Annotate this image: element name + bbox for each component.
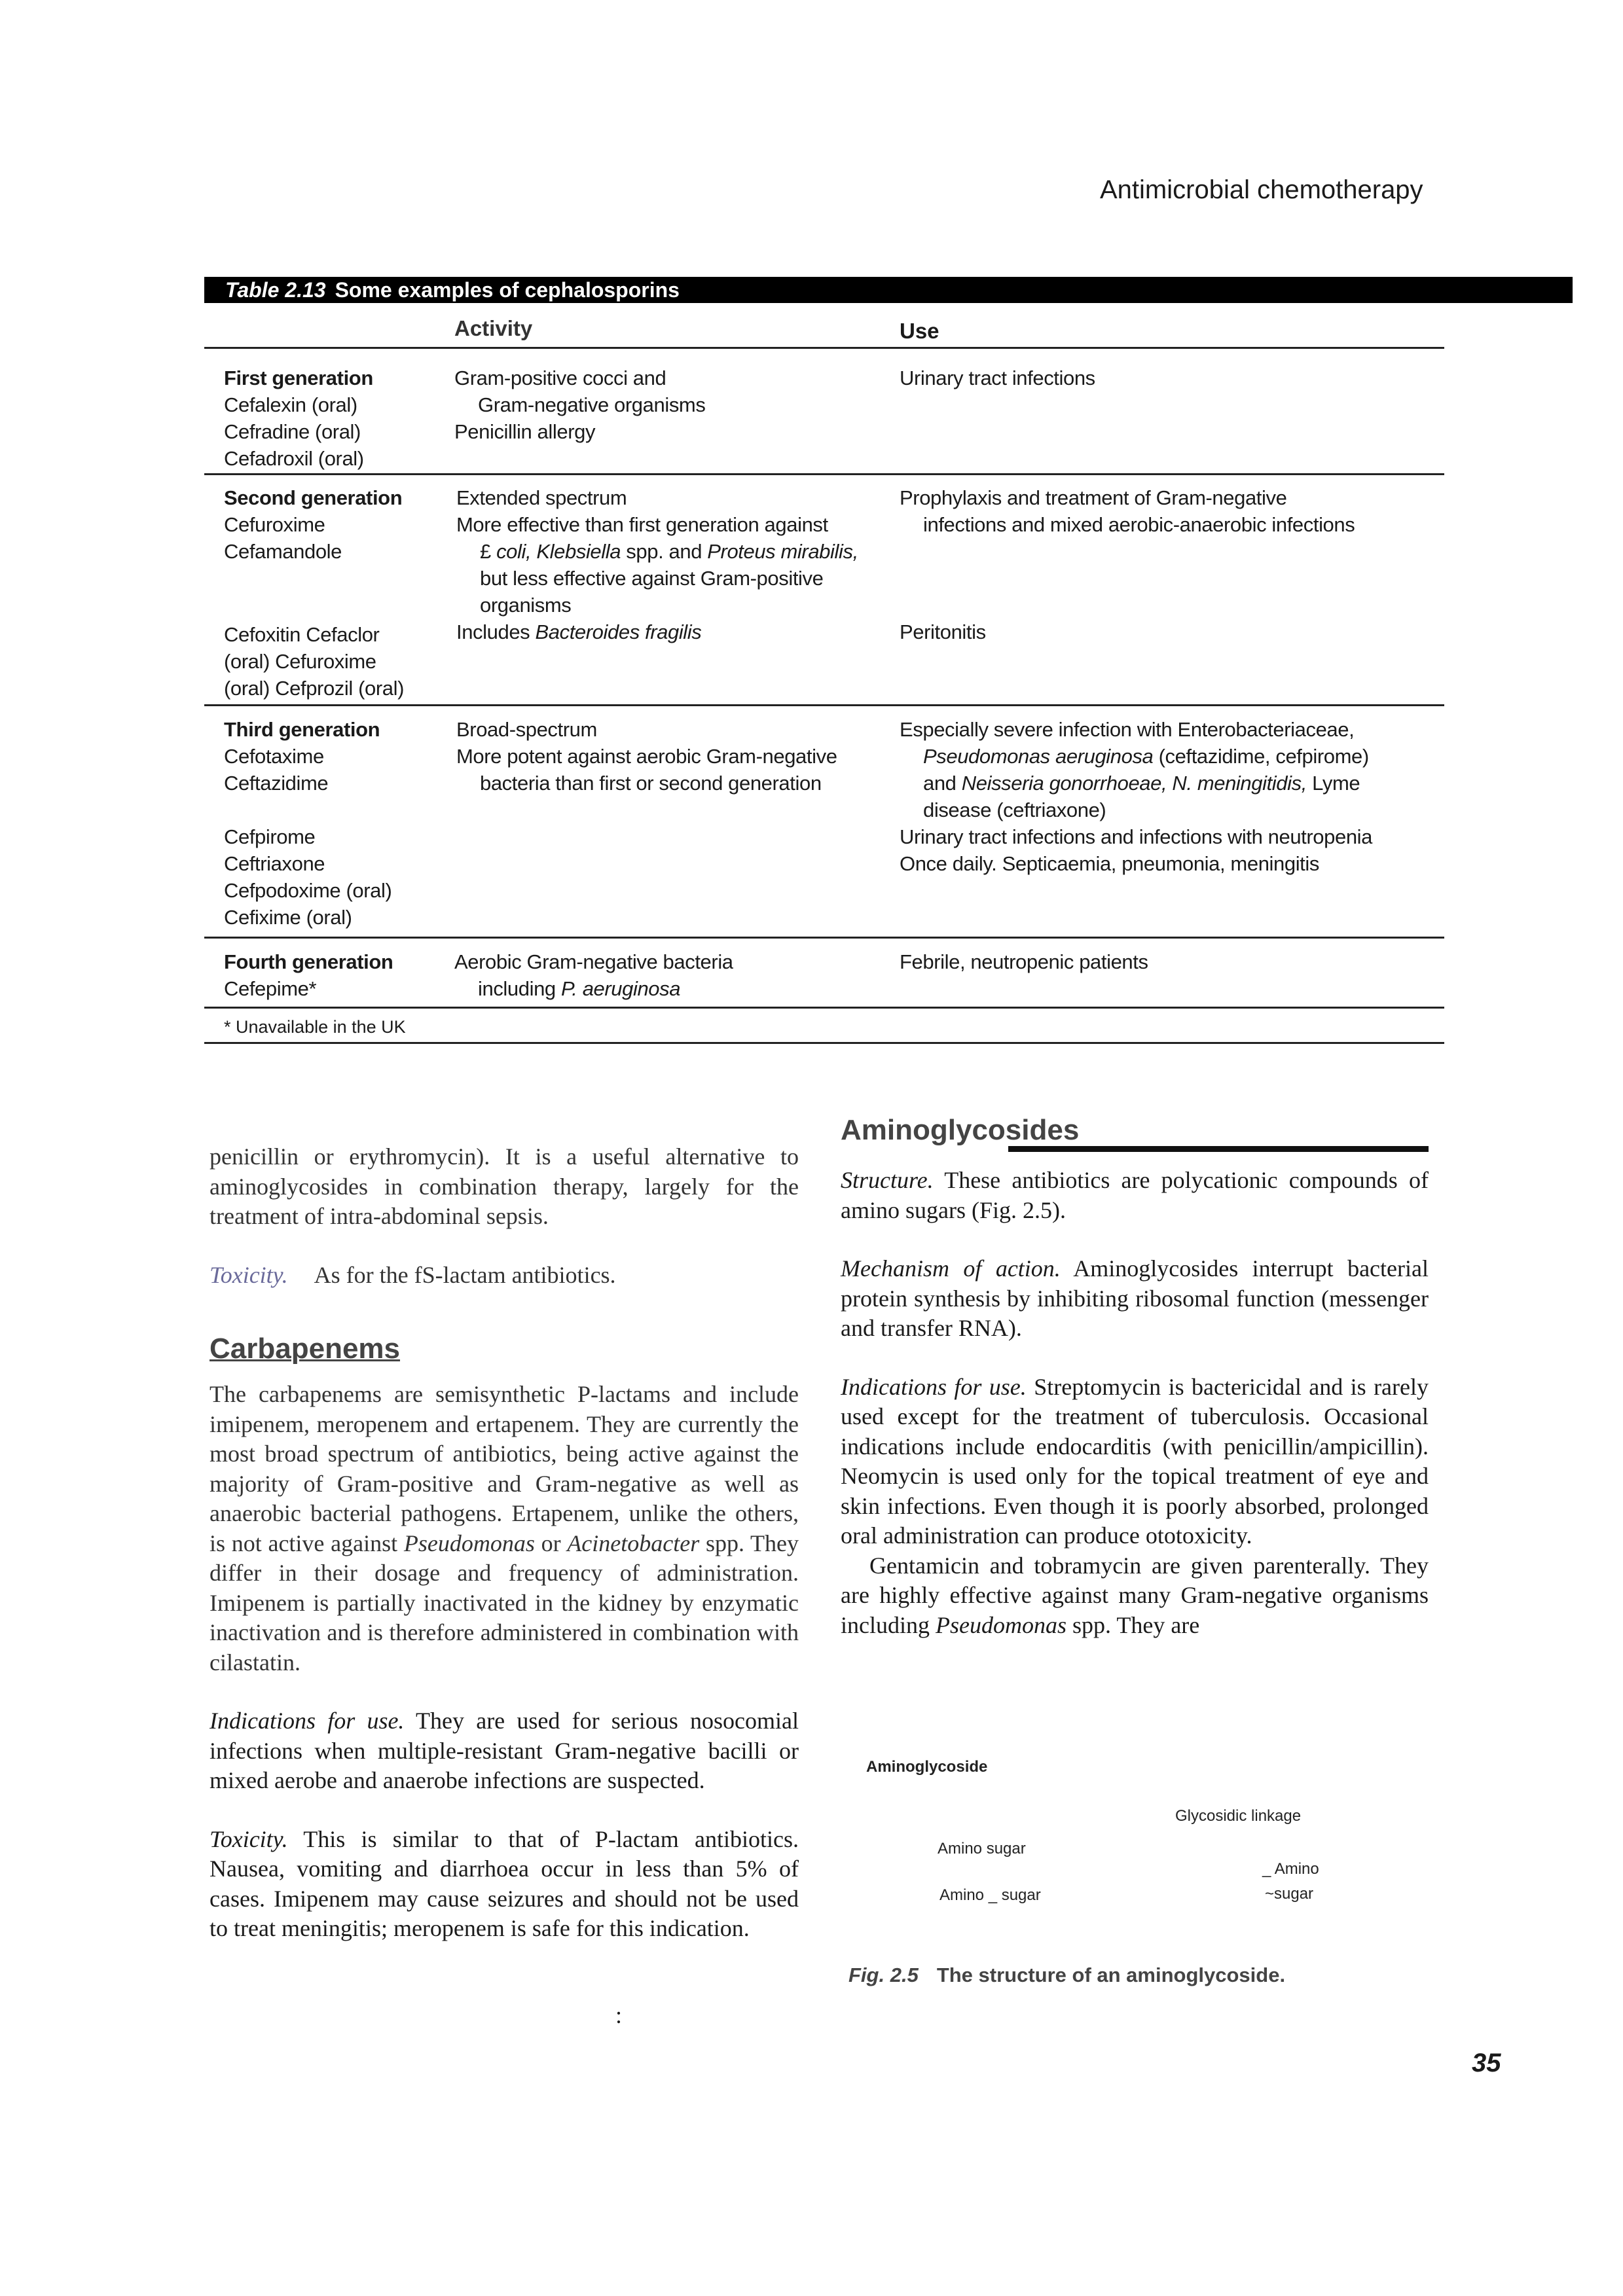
indications-label: Indications for use. — [210, 1708, 405, 1734]
figure-label-aminoglycoside: Aminoglycoside — [866, 1758, 988, 1776]
table-cell-line: Febrile, neutropenic patients — [900, 950, 1148, 973]
table-cell-line: including P. aeruginosa — [478, 977, 681, 1000]
indications-paragraph — [210, 1706, 799, 1796]
table-cell-line: Peritonitis — [900, 620, 986, 643]
table-cell-line: Cefuroxime — [224, 513, 325, 536]
table-cell-line: Ceftriaxone — [224, 852, 325, 875]
figure-label-amino: _ Amino — [1262, 1860, 1319, 1878]
table-cell-use — [900, 619, 986, 645]
table-cell-line: disease (ceftriaxone) — [923, 798, 1106, 821]
table-title: Some examples of cephalosporins — [335, 278, 680, 302]
table-cell-line: Pseudomonas aeruginosa (ceftazidime, cefpirome) — [923, 745, 1369, 768]
toxicity2-text: This is similar to that of P-lactam antibiotics. Nausea, vomiting and diarrhoea occur in less than 5% of cases. Imipenem may cause seizures and should not be used to treat meningitis; meropenem is safe for this indication. — [210, 1825, 799, 1941]
table-cell-drugs — [224, 716, 392, 931]
table-cell-activity — [456, 716, 837, 797]
table-cell-line: Cefamandole — [224, 540, 342, 563]
table-cell-line: Ceftazidime — [224, 772, 329, 795]
toxicity-text: As for the fS-lactam antibiotics. — [314, 1261, 616, 1288]
table-cell-line: Cefradine (oral) — [224, 420, 361, 443]
table-cell-line: Especially severe infection with Enterobacteriaceae, — [900, 718, 1355, 741]
table-cell-drugs — [224, 948, 393, 1002]
left-column — [210, 1142, 799, 1290]
structure-text: These antibiotics are polycationic compounds of amino sugars (Fig. 2.5). — [841, 1167, 1429, 1223]
table-cell-line: Cefalexin (oral) — [224, 393, 357, 416]
carbapenems-heading: Carbapenems — [210, 1333, 401, 1365]
table-cell-line: Cefepime* — [224, 977, 317, 1000]
intro-paragraph: penicillin or erythromycin). It is a useful alternative to aminoglycosides in combination therapy, largely for the treatment of intra-abdominal sepsis. — [210, 1143, 799, 1229]
table-cell-activity — [456, 619, 701, 645]
table-cell-activity — [456, 484, 858, 619]
right-column — [841, 1166, 1429, 1640]
table-cell-line: Penicillin allergy — [454, 420, 596, 443]
table-rule-bottom — [204, 1042, 1444, 1044]
table-rule-4 — [204, 1007, 1444, 1009]
table-cell-line: Fourth generation — [224, 950, 393, 973]
table-cell-line: Cefotaxime — [224, 745, 324, 768]
table-cell-line: Once daily. Septicaemia, pneumonia, meningitis — [900, 852, 1319, 875]
figure-caption-text: The structure of an aminoglycoside. — [936, 1964, 1286, 1986]
table-cell-line: Second generation — [224, 486, 403, 509]
table-cell-line: (oral) Cefprozil (oral) — [224, 677, 405, 700]
table-rule-3 — [204, 937, 1444, 939]
table-cell-use — [900, 716, 1372, 877]
table-rule-2 — [204, 704, 1444, 706]
indications-paragraph — [841, 1372, 1429, 1551]
aminoglycosides-heading: Aminoglycosides — [841, 1114, 1080, 1146]
table-cell-line: More potent against aerobic Gram-negative — [456, 745, 837, 768]
toxicity2-paragraph — [210, 1825, 799, 1944]
mechanism-label: Mechanism of action. — [841, 1255, 1061, 1282]
toxicity-paragraph — [210, 1261, 799, 1291]
table-header-use: Use — [900, 319, 939, 343]
table-cell-line: Aerobic Gram-negative bacteria — [454, 950, 733, 973]
structure-label: Structure. — [841, 1167, 934, 1193]
figure-caption — [848, 1964, 1285, 1987]
gentamicin-paragraph: Gentamicin and tobramycin are given parenterally. They are highly effective against many Gram-negative organisms including Pseudomonas spp. They are — [841, 1552, 1429, 1638]
table-cell-drugs — [224, 484, 402, 565]
table-cell-line: infections and mixed aerobic-anaerobic infections — [923, 513, 1355, 536]
table-cell-line: Broad-spectrum — [456, 718, 597, 741]
carbapenems-paragraph: The carbapenems are semisynthetic P-lactams and include imipenem, meropenem and ertapenem. They are currently the most broad spectrum of antibiotics, being active against the majority of Gram-positive and Gram-negative as well as anaerobic bacterial pathogens. Ertapenem, unlike the others, is not active against Pseudomonas or Acinetobacter spp. They differ in their dosage and frequency of administration. Imipenem is partially inactivated in the kidney by enzymatic inactivation and is therefore administered in combination with cilastatin. — [210, 1381, 799, 1676]
figure-number: Fig. 2.5 — [848, 1964, 919, 1986]
table-rule-1 — [204, 473, 1444, 475]
table-cell-line: Cefpodoxime (oral) — [224, 879, 392, 902]
table-footnote: * Unavailable in the UK — [224, 1017, 406, 1037]
indications-text: Streptomycin is bactericidal and is rarely used except for the treatment of tuberculosis. Occasional indications include endocarditis (with penicillin/ampicillin). Neomycin is used only for the topical treatment of eye and skin infections. Even though it is poorly absorbed, prolonged oral administration can produce ototoxicity. — [841, 1373, 1429, 1549]
table-cell-line: Prophylaxis and treatment of Gram-negative — [900, 486, 1287, 509]
indications-text: They are used for serious nosocomial infections when multiple-resistant Gram-negative bacilli or mixed aerobe and anaerobe infections are suspected. — [210, 1708, 799, 1793]
table-cell-line: and Neisseria gonorrhoeae, N. meningitidis, Lyme — [923, 772, 1360, 795]
table-cell-drugs — [224, 621, 404, 702]
table-cell-line: Cefixime (oral) — [224, 906, 352, 929]
figure-label-sugar: ~sugar — [1265, 1885, 1314, 1903]
table-cell-line — [224, 797, 392, 823]
table-cell-line: Includes Bacteroides fragilis — [456, 620, 702, 643]
table-cell-line: Third generation — [224, 718, 380, 741]
table-cell-line: More effective than first generation against — [456, 513, 828, 536]
table-cell-line: Urinary tract infections and infections with neutropenia — [900, 825, 1372, 848]
stray-colon: : — [615, 2002, 623, 2028]
mechanism-text: Aminoglycosides interrupt bacterial protein synthesis by inhibiting ribosomal function (messenger and transfer RNA). — [841, 1255, 1429, 1341]
table-header-activity: Activity — [454, 316, 533, 340]
table-rule-header — [204, 347, 1444, 349]
mechanism-paragraph — [841, 1254, 1429, 1344]
toxicity2-label: Toxicity. — [210, 1825, 288, 1852]
table-cell-line: First generation — [224, 367, 373, 389]
table-cell-line: Urinary tract infections — [900, 367, 1095, 389]
table-cell-line: Extended spectrum — [456, 486, 627, 509]
table-cell-line: Cefpirome — [224, 825, 316, 848]
indications-label: Indications for use. — [841, 1373, 1027, 1400]
toxicity-label: Toxicity. — [210, 1261, 288, 1288]
table-cell-activity — [454, 365, 705, 445]
table-cell-use — [900, 484, 1355, 538]
table-cell-use — [900, 365, 1095, 391]
table-cell-line: but less effective against Gram-positive — [480, 567, 824, 590]
heading-rule — [1008, 1146, 1429, 1152]
page-number: 35 — [1472, 2049, 1501, 2077]
table-cell-line: Gram-negative organisms — [478, 393, 706, 416]
table-cell-drugs — [224, 365, 373, 472]
table-cell-use — [900, 948, 1148, 975]
figure-label-glycosidic-linkage: Glycosidic linkage — [1175, 1807, 1302, 1825]
table-cell-line: organisms — [480, 594, 572, 617]
table-cell-activity — [454, 948, 733, 1002]
left-column-carbapenems — [210, 1380, 799, 1944]
table-cell-line: Cefoxitin Cefaclor — [224, 623, 380, 646]
figure-label-amino-sugar-2: Amino _ sugar — [939, 1886, 1041, 1904]
table-cell-line: £ coli, Klebsiella spp. and Proteus mirabilis, — [480, 540, 858, 563]
table-cell-line: Cefadroxil (oral) — [224, 447, 364, 470]
figure-label-amino-sugar: Amino sugar — [938, 1840, 1026, 1857]
running-header: Antimicrobial chemotherapy — [1100, 175, 1423, 204]
table-cell-line: bacteria than first or second generation — [480, 772, 822, 795]
structure-paragraph — [841, 1166, 1429, 1225]
table-caption-bar — [204, 277, 1573, 303]
table-cell-line: Gram-positive cocci and — [454, 367, 666, 389]
table-number: Table 2.13 — [225, 278, 326, 302]
table-cell-line: (oral) Cefuroxime — [224, 650, 376, 673]
